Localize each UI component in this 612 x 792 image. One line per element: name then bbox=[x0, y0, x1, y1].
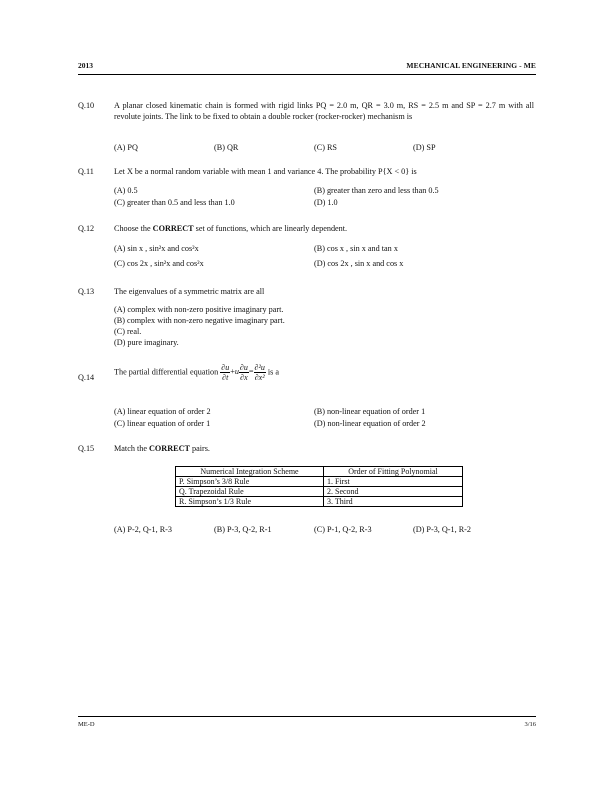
option-c: (C) cos 2x , sin²x and cos²x bbox=[114, 259, 204, 268]
table-row bbox=[176, 477, 463, 487]
table-row bbox=[176, 497, 463, 507]
option-a: (A) linear equation of order 2 bbox=[114, 407, 211, 416]
option-b: (B) greater than zero and less than 0.5 bbox=[314, 186, 439, 195]
question-number: Q.12 bbox=[78, 224, 95, 233]
option-d: (D) P-3, Q-1, R-2 bbox=[413, 525, 471, 534]
emphasis-correct: CORRECT bbox=[152, 224, 194, 233]
option-d: (D) 1.0 bbox=[314, 198, 338, 207]
pde-equation: $\frac{\partial u}{\partial t}$ +u $\frac{\partial u}{\partial x}$ = $\frac{\text{∂²u}}{\text{∂x²}}$ bbox=[221, 363, 265, 382]
footer-rule bbox=[78, 716, 536, 717]
question-number: Q.11 bbox=[78, 167, 94, 176]
question-number: Q.13 bbox=[78, 287, 95, 296]
option-a: (A) complex with non-zero positive imaginary part. bbox=[114, 305, 284, 314]
table-cell: 3. Third bbox=[324, 497, 463, 507]
option-a: (A) P-2, Q-1, R-3 bbox=[114, 525, 172, 534]
question-text: A planar closed kinematic chain is formed with rigid links PQ = 2.0 m, QR = 3.0 m, RS = 2.5 m and SP = 2.7 m with all revolute joints. The link to be fixed to obtain a double rocker (rocker-rocker) mechanism is bbox=[114, 101, 534, 121]
option-b: (B) complex with non-zero negative imaginary part. bbox=[114, 316, 285, 325]
table-cell: 1. First bbox=[324, 477, 463, 487]
option-a: (A) 0.5 bbox=[114, 186, 138, 195]
exam-subject: MECHANICAL ENGINEERING - ME bbox=[406, 61, 536, 70]
option-c: (C) P-1, Q-2, R-3 bbox=[314, 525, 372, 534]
matching-table bbox=[175, 466, 463, 507]
option-b: (B) cos x , sin x and tan x bbox=[314, 244, 398, 253]
option-d: (D) pure imaginary. bbox=[114, 338, 179, 347]
question-text: Match the CORRECT pairs. bbox=[114, 444, 210, 453]
page-number: 3/16 bbox=[524, 721, 536, 728]
table-cell: 2. Second bbox=[324, 487, 463, 497]
question-text: The eigenvalues of a symmetric matrix are all bbox=[114, 287, 265, 296]
option-b: (B) P-3, Q-2, R-1 bbox=[214, 525, 272, 534]
option-a: (A) PQ bbox=[114, 143, 138, 152]
exam-year: 2013 bbox=[78, 61, 93, 70]
table-header: Numerical Integration Scheme bbox=[176, 467, 324, 477]
table-header-row bbox=[176, 467, 463, 477]
option-d: (D) non-linear equation of order 2 bbox=[314, 419, 426, 428]
option-d: (D) SP bbox=[413, 143, 436, 152]
question-number: Q.14 bbox=[78, 373, 95, 382]
header-rule bbox=[78, 74, 536, 75]
option-c: (C) RS bbox=[314, 143, 337, 152]
table-header: Order of Fitting Polynomial bbox=[324, 467, 463, 477]
option-d: (D) cos 2x , sin x and cos x bbox=[314, 259, 404, 268]
question-text: Choose the CORRECT set of functions, which are linearly dependent. bbox=[114, 224, 348, 233]
option-c: (C) linear equation of order 1 bbox=[114, 419, 211, 428]
option-c: (C) real. bbox=[114, 327, 142, 336]
table-row bbox=[176, 487, 463, 497]
emphasis-correct: CORRECT bbox=[149, 444, 190, 453]
option-a: (A) sin x , sin²x and cos²x bbox=[114, 244, 199, 253]
question-number: Q.10 bbox=[78, 101, 95, 110]
question-number: Q.15 bbox=[78, 444, 95, 453]
option-b: (B) non-linear equation of order 1 bbox=[314, 407, 426, 416]
table-cell: Q. Trapezoidal Rule bbox=[176, 487, 324, 497]
table-cell: R. Simpson’s 1/3 Rule bbox=[176, 497, 324, 507]
paper-code: ME-D bbox=[78, 721, 95, 728]
option-b: (B) QR bbox=[214, 143, 239, 152]
question-text: The partial differential equation $\frac{\partial u}{\partial t}$ +u $\frac{\partial u}{\partial x}$ = $\frac{\text{∂²u}}{\text{∂x²}}$ is a bbox=[114, 363, 280, 382]
question-text: Let X be a normal random variable with mean 1 and variance 4. The probability P{X < 0} is bbox=[114, 167, 417, 176]
table-cell: P. Simpson’s 3/8 Rule bbox=[176, 477, 324, 487]
option-c: (C) greater than 0.5 and less than 1.0 bbox=[114, 198, 235, 207]
